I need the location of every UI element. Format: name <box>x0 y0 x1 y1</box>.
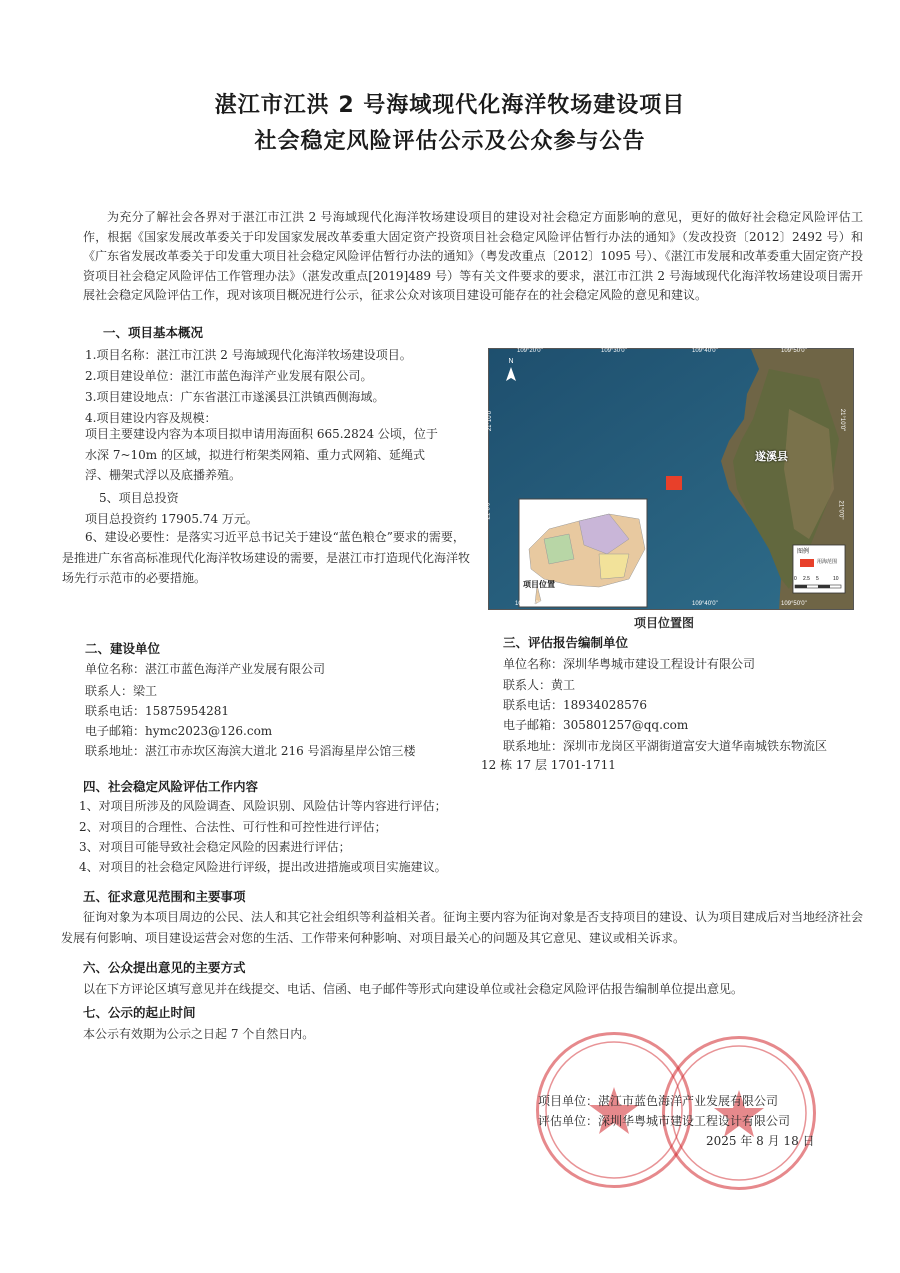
project-location: 3.项目建设地点：广东省湛江市遂溪县江洪镇西侧海域。 <box>85 390 385 404</box>
builder-name: 单位名称：湛江市蓝色海洋产业发展有限公司 <box>85 662 326 676</box>
map-top-tick-2: 109°30'0" <box>601 348 627 354</box>
project-location-map <box>485 348 854 610</box>
evaluator-phone: 联系电话：18934028576 <box>503 698 647 712</box>
county-label: 遂溪县 <box>755 450 788 463</box>
legend-title: 图例 <box>797 548 810 555</box>
map-left-tick-1: 21°10'0" <box>487 408 494 432</box>
signature-evaluation-unit: 评估单位：深圳华粤城市建设工程设计有限公司 <box>538 1114 791 1128</box>
document-title-line1: 湛江市江洪 2 号海域现代化海洋牧场建设项目 <box>214 93 686 118</box>
section7-heading: 七、公示的起止时间 <box>83 1005 196 1020</box>
builder-email: 电子邮箱：hymc2023@126.com <box>85 724 273 738</box>
map-top-tick-1: 109°20'0" <box>517 348 543 354</box>
work-item-2: 2、对项目的合理性、合法性、可行性和可控性进行评估； <box>79 820 387 834</box>
map-caption: 项目位置图 <box>634 616 695 630</box>
work-item-1: 1、对项目所涉及的风险调查、风险识别、风险估计等内容进行评估； <box>79 799 447 813</box>
legend-item: 用海范围 <box>817 559 838 565</box>
map-bottom-tick-2: 109°30'0" <box>601 601 627 607</box>
section6-body: 以在下方评论区填写意见并在线提交、电话、信函、电子邮件等形式向建设单位或社会稳定风险评估报告编制单位提出意见。 <box>83 982 744 996</box>
builder-contact: 联系人：梁工 <box>85 684 158 698</box>
map-bottom-tick-3: 109°40'0" <box>692 601 718 607</box>
scale-label-1: 2.5 <box>803 576 810 582</box>
map-left-tick-2: 21°0'0" <box>485 500 492 520</box>
section2-heading: 二、建设单位 <box>85 641 161 656</box>
map-right-tick-1: 21°10'0" <box>839 408 846 432</box>
project-site-marker <box>666 476 682 490</box>
document-title-line2: 社会稳定风险评估公示及公众参与公告 <box>254 129 646 154</box>
project-investment-body: 项目总投资约 17905.74 万元。 <box>85 512 258 526</box>
map-top-tick-4: 109°50'0" <box>781 348 807 354</box>
work-item-4: 4、对项目的社会稳定风险进行评级，提出改进措施或项目实施建议。 <box>79 860 447 874</box>
map-bottom-tick-1: 109°20'0" <box>515 601 541 607</box>
scale-label-3: 10 <box>833 576 839 582</box>
section7-body: 本公示有效期为公示之日起 7 个自然日内。 <box>83 1027 315 1041</box>
evaluator-address-line1: 联系地址：深圳市龙岗区平湖街道富安大道华南城铁东物流区 <box>503 739 828 753</box>
builder-phone: 联系电话：15875954281 <box>85 704 229 718</box>
builder-address: 联系地址：湛江市赤坎区海滨大道北 216 号滔海星岸公馆三楼 <box>85 744 416 758</box>
project-necessity: 6、建设必要性：是落实习近平总书记关于建设“蓝色粮仓”要求的需要，是推进广东省高标准现代化海洋牧场建设的需要，是湛江市打造现代化海洋牧场先行示范市的必要措施。 <box>62 530 471 585</box>
scale-bar <box>795 585 841 588</box>
project-scope-body: 项目主要建设内容为本项目拟申请用海面积 665.2824 公顷，位于水深 7~10m 的区域，拟进行桁架类网箱、重力式网箱、延绳式浮、栅架式浮以及底播养殖。 <box>85 427 438 482</box>
project-investment-label: 5、项目总投资 <box>99 491 179 505</box>
evaluator-name: 单位名称：深圳华粤城市建设工程设计有限公司 <box>503 657 756 671</box>
map-graphic <box>489 349 853 609</box>
scale-label-2: 5 <box>816 576 819 582</box>
evaluator-address-line2: 12 栋 17 层 1701-1711 <box>481 758 616 772</box>
section4-heading: 四、社会稳定风险评估工作内容 <box>83 779 259 794</box>
signature-project-unit: 项目单位：湛江市蓝色海洋产业发展有限公司 <box>538 1094 779 1108</box>
map-right-tick-2: 21°0'0" <box>837 500 844 520</box>
scale-label-0: 0 <box>794 576 797 582</box>
evaluator-email: 电子邮箱：305801257@qq.com <box>503 718 689 732</box>
signature-date: 2025 年 8 月 18 日 <box>706 1134 815 1148</box>
project-name: 1.项目名称：湛江市江洪 2 号海域现代化海洋牧场建设项目。 <box>85 348 412 362</box>
evaluator-contact: 联系人：黄工 <box>503 678 576 692</box>
intro-paragraph: 为充分了解社会各界对于湛江市江洪 2 号海域现代化海洋牧场建设项目的建设对社会稳定方面影响的意见，更好的做好社会稳定风险评估工作，根据《国家发展改革委关于印发国家发展改革委重大固定资产投资项目社会稳定风险评估暂行办法的通知》（发改投资〔2012〕2492 号）和《广东省发展改革委关于印发重大项目社会稳定风险评估暂行办法的通知》（粤发改重点〔2012〕1095 号）、《湛江市发展和改革委重大固定资产投资项目社会稳定风险评估工作管理办法》（湛发改重点[2019]489 号）等有关文件要求的要求，湛江市江洪 2 号海域现代化海洋牧场建设项目需开展社会稳定风险评估工作，现对该项目概况进行公示，征求公众对该项目建设可能存在的社会稳定风险的意见和建议。 <box>83 210 863 303</box>
section6-heading: 六、公众提出意见的主要方式 <box>83 960 246 975</box>
section3-heading: 三、评估报告编制单位 <box>503 635 629 650</box>
section5-body: 征询对象为本项目周边的公民、法人和其它社会组织等利益相关者。征询主要内容为征询对象是否支持项目的建设、认为项目建成后对当地经济社会发展有何影响、项目建设运营会对您的生活、工作带来何种影响、对项目最关心的问题及其它意见、建议或相关诉求。 <box>61 910 864 945</box>
section1-heading: 一、项目基本概况 <box>103 325 204 340</box>
inset-label: 项目位置 <box>523 580 555 589</box>
section5-heading: 五、征求意见范围和主要事项 <box>83 889 246 904</box>
project-scope-label: 4.项目建设内容及规模： <box>85 411 217 425</box>
work-item-3: 3、对项目可能导致社会稳定风险的因素进行评估； <box>79 840 351 854</box>
svg-text:N: N <box>508 358 514 365</box>
map-top-tick-3: 109°40'0" <box>692 348 718 354</box>
project-builder: 2.项目建设单位：湛江市蓝色海洋产业发展有限公司。 <box>85 369 373 383</box>
map-bottom-tick-4: 109°50'0" <box>781 601 807 607</box>
